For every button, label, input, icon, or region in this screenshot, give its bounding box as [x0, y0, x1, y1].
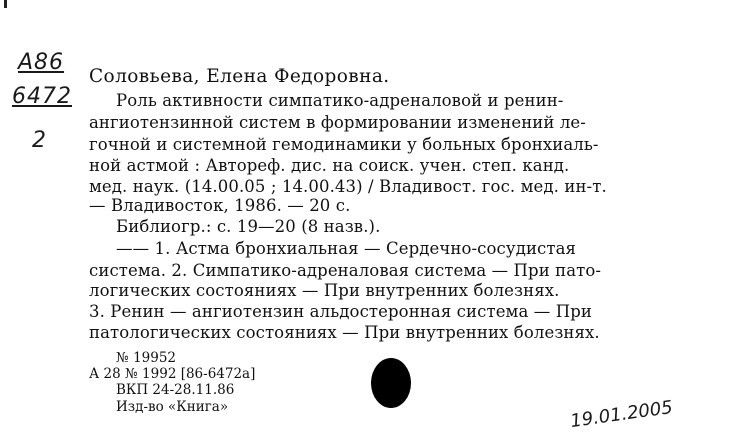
- card-line: гочной и системной гемодинамики у больных бронхиаль-: [89, 135, 599, 154]
- card-line: ангиотензинной систем в формировании изменений ле-: [89, 113, 586, 132]
- handwritten-shelfmark-bottom: 6472: [12, 84, 72, 109]
- card-line: —— 1. Астма бронхиальная — Сердечно-сосудистая: [116, 239, 577, 258]
- handwritten-shelfmark-top: A86: [18, 50, 65, 75]
- card-number: № 19952: [116, 350, 177, 366]
- author-heading: Соловьева, Елена Федоровна.: [89, 66, 390, 87]
- edge-mark: [4, 0, 7, 8]
- punched-hole: [371, 358, 411, 408]
- card-line: логических состояниях — При внутренних болезнях.: [89, 281, 560, 300]
- card-line: патологических состояниях — При внутренних болезнях.: [89, 323, 600, 342]
- card-line: мед. наук. (14.00.05 ; 14.00.43) / Владивост. гос. мед. ин-т.: [89, 177, 607, 196]
- card-line: ной астмой : Автореф. дис. на соиск. учен. степ. канд.: [89, 156, 570, 175]
- handwritten-copies-mark: 2: [32, 128, 46, 153]
- card-line: — Владивосток, 1986. — 20 с.: [89, 196, 351, 215]
- handwritten-date: 19.01.2005: [569, 396, 675, 433]
- card-line: система. 2. Симпатико-адреналовая система — При пато-: [89, 261, 602, 280]
- inventory-line: А 28 № 1992 [86-6472а]: [89, 366, 256, 382]
- card-line: Роль активности симпатико-адреналовой и ренин-: [116, 91, 564, 110]
- card-line: Библиогр.: с. 19—20 (8 назв.).: [116, 217, 381, 236]
- vkp-line: ВКП 24-28.11.86: [116, 382, 235, 398]
- publisher-line: Изд-во «Книга»: [116, 399, 229, 415]
- card-line: 3. Ренин — ангиотензин альдостеронная система — При: [89, 302, 592, 321]
